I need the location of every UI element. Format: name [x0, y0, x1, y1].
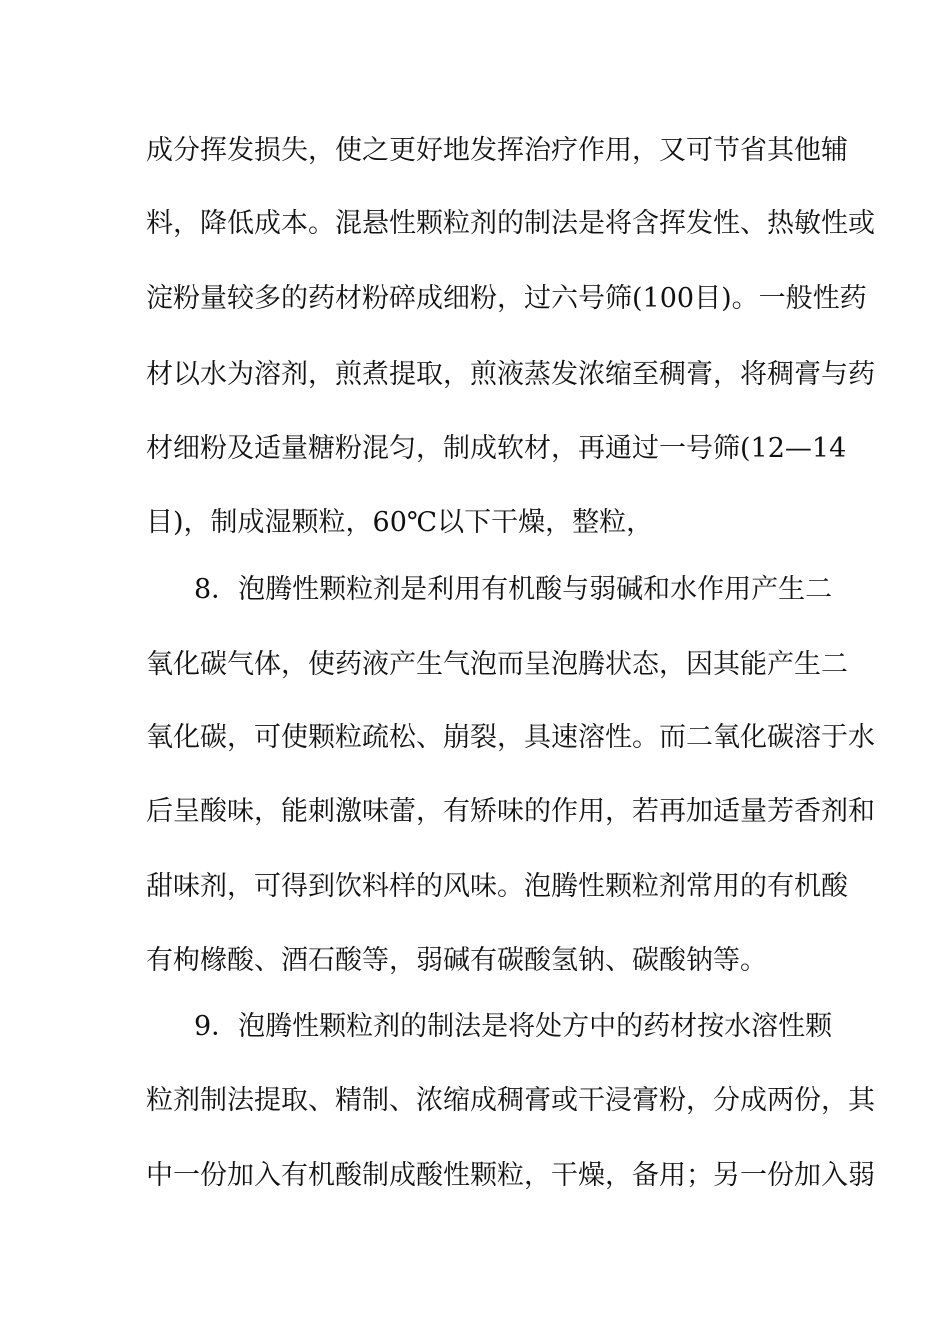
text-line-15: 中一份加入有机酸制成酸性颗粒，干燥，备用；另一份加入弱	[146, 1160, 875, 1191]
text-line-14: 粒剂制法提取、精制、浓缩成稠膏或干浸膏粉，分成两份，其	[146, 1085, 875, 1116]
text-line-2: 料，降低成本。混悬性颗粒剂的制法是将含挥发性、热敏性或	[146, 208, 875, 239]
text-line-1: 成分挥发损失，使之更好地发挥治疗作用，又可节省其他辅	[146, 135, 848, 166]
text-line-13: 9．泡腾性颗粒剂的制法是将处方中的药材按水溶性颗	[194, 1011, 833, 1042]
text-line-6: 目)，制成湿颗粒，60℃以下干燥，整粒，	[146, 507, 654, 538]
text-line-8: 氧化碳气体，使药液产生气泡而呈泡腾状态，因其能产生二	[146, 649, 848, 680]
text-line-11: 甜味剂，可得到饮料样的风味。泡腾性颗粒剂常用的有机酸	[146, 871, 848, 902]
text-line-10: 后呈酸味，能刺激味蕾，有矫味的作用，若再加适量芳香剂和	[146, 796, 875, 827]
text-line-3: 淀粉量较多的药材粉碎成细粉，过六号筛(100目)。一般性药	[146, 283, 867, 314]
text-line-7: 8．泡腾性颗粒剂是利用有机酸与弱碱和水作用产生二	[194, 574, 833, 605]
text-line-5: 材细粉及适量糖粉混匀，制成软材，再通过一号筛(12—14	[146, 433, 847, 464]
text-line-4: 材以水为溶剂，煎煮提取，煎液蒸发浓缩至稠膏，将稠膏与药	[146, 359, 875, 390]
text-line-9: 氧化碳，可使颗粒疏松、崩裂，具速溶性。而二氧化碳溶于水	[146, 722, 875, 753]
text-line-12: 有枸橼酸、酒石酸等，弱碱有碳酸氢钠、碳酸钠等。	[146, 945, 767, 976]
